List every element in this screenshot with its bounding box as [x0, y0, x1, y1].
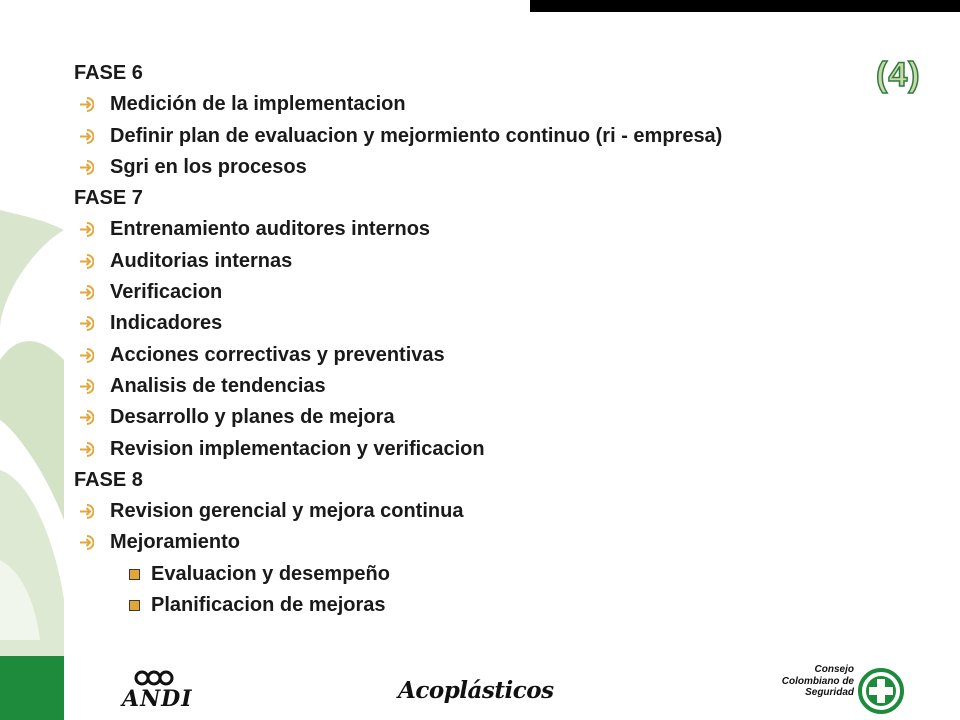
- list-item: [74, 371, 874, 402]
- arrow-right-icon: [78, 308, 94, 339]
- arrow-right-icon: [78, 121, 94, 152]
- arrow-right-icon: [78, 434, 94, 465]
- list-item: [74, 214, 874, 245]
- sub-list-item: [74, 590, 874, 621]
- arrow-right-icon: [78, 402, 94, 433]
- square-bullet-icon: [129, 569, 140, 580]
- arrow-right-icon: [78, 371, 94, 402]
- list-item: [74, 89, 874, 120]
- arrow-right-icon: [78, 246, 94, 277]
- list-item: [74, 308, 874, 339]
- ccs-line-1: Consejo: [814, 664, 854, 675]
- list-item-text: Definir plan de evaluacion y mejormiento continuo (ri - empresa): [110, 124, 723, 147]
- list-item-text: Verificacion: [110, 281, 223, 304]
- leaf-decoration: [0, 0, 64, 656]
- ccs-logo-text: [772, 664, 854, 699]
- ccs-cross-icon: [858, 668, 904, 714]
- list-item-text: Indicadores: [110, 312, 223, 335]
- arrow-right-icon: [78, 496, 94, 527]
- top-black-bar: [530, 0, 960, 12]
- list-item-text: FASE 7: [74, 187, 143, 210]
- arrow-right-icon: [78, 277, 94, 308]
- arrow-right-icon: [78, 89, 94, 120]
- phase-heading: [74, 58, 874, 89]
- bullet-list: [74, 58, 874, 621]
- list-item-text: Analisis de tendencias: [110, 374, 326, 397]
- list-item-text: Revision gerencial y mejora continua: [110, 500, 464, 523]
- arrow-right-icon: [78, 152, 94, 183]
- list-item-text: Revision implementacion y verificacion: [110, 437, 485, 460]
- list-item-text: Evaluacion y desempeño: [151, 562, 390, 585]
- list-item-text: Planificacion de mejoras: [151, 594, 386, 617]
- list-item-text: Acciones correctivas y preventivas: [110, 343, 445, 366]
- phase-heading: [74, 465, 874, 496]
- ccs-line-3: Seguridad: [805, 687, 854, 698]
- list-item-text: Medición de la implementacion: [110, 93, 406, 116]
- list-item: [74, 496, 874, 527]
- slide-number: (4): [876, 56, 921, 94]
- list-item: [74, 152, 874, 183]
- list-item-text: Entrenamiento auditores internos: [110, 218, 431, 241]
- list-item-text: Auditorias internas: [110, 249, 293, 272]
- list-item: [74, 277, 874, 308]
- list-item-text: Desarrollo y planes de mejora: [110, 406, 395, 429]
- acoplasticos-logo: Acoplásticos: [398, 677, 554, 704]
- arrow-right-icon: [78, 214, 94, 245]
- list-item-text: FASE 8: [74, 468, 143, 491]
- phase-heading: [74, 183, 874, 214]
- list-item: [74, 246, 874, 277]
- arrow-right-icon: [78, 527, 94, 558]
- square-bullet-icon: [129, 600, 140, 611]
- andi-logo-text: ANDI: [122, 686, 193, 712]
- ccs-line-2: Colombiano de: [781, 675, 854, 687]
- list-item: [74, 121, 874, 152]
- list-item: [74, 402, 874, 433]
- sub-list-item: [74, 559, 874, 590]
- list-item: [74, 434, 874, 465]
- list-item-text: FASE 6: [74, 62, 143, 84]
- list-item: [74, 340, 874, 371]
- list-item-text: Mejoramiento: [110, 531, 241, 554]
- arrow-right-icon: [78, 340, 94, 371]
- list-item: [74, 527, 874, 558]
- list-item-text: Sgri en los procesos: [110, 155, 307, 178]
